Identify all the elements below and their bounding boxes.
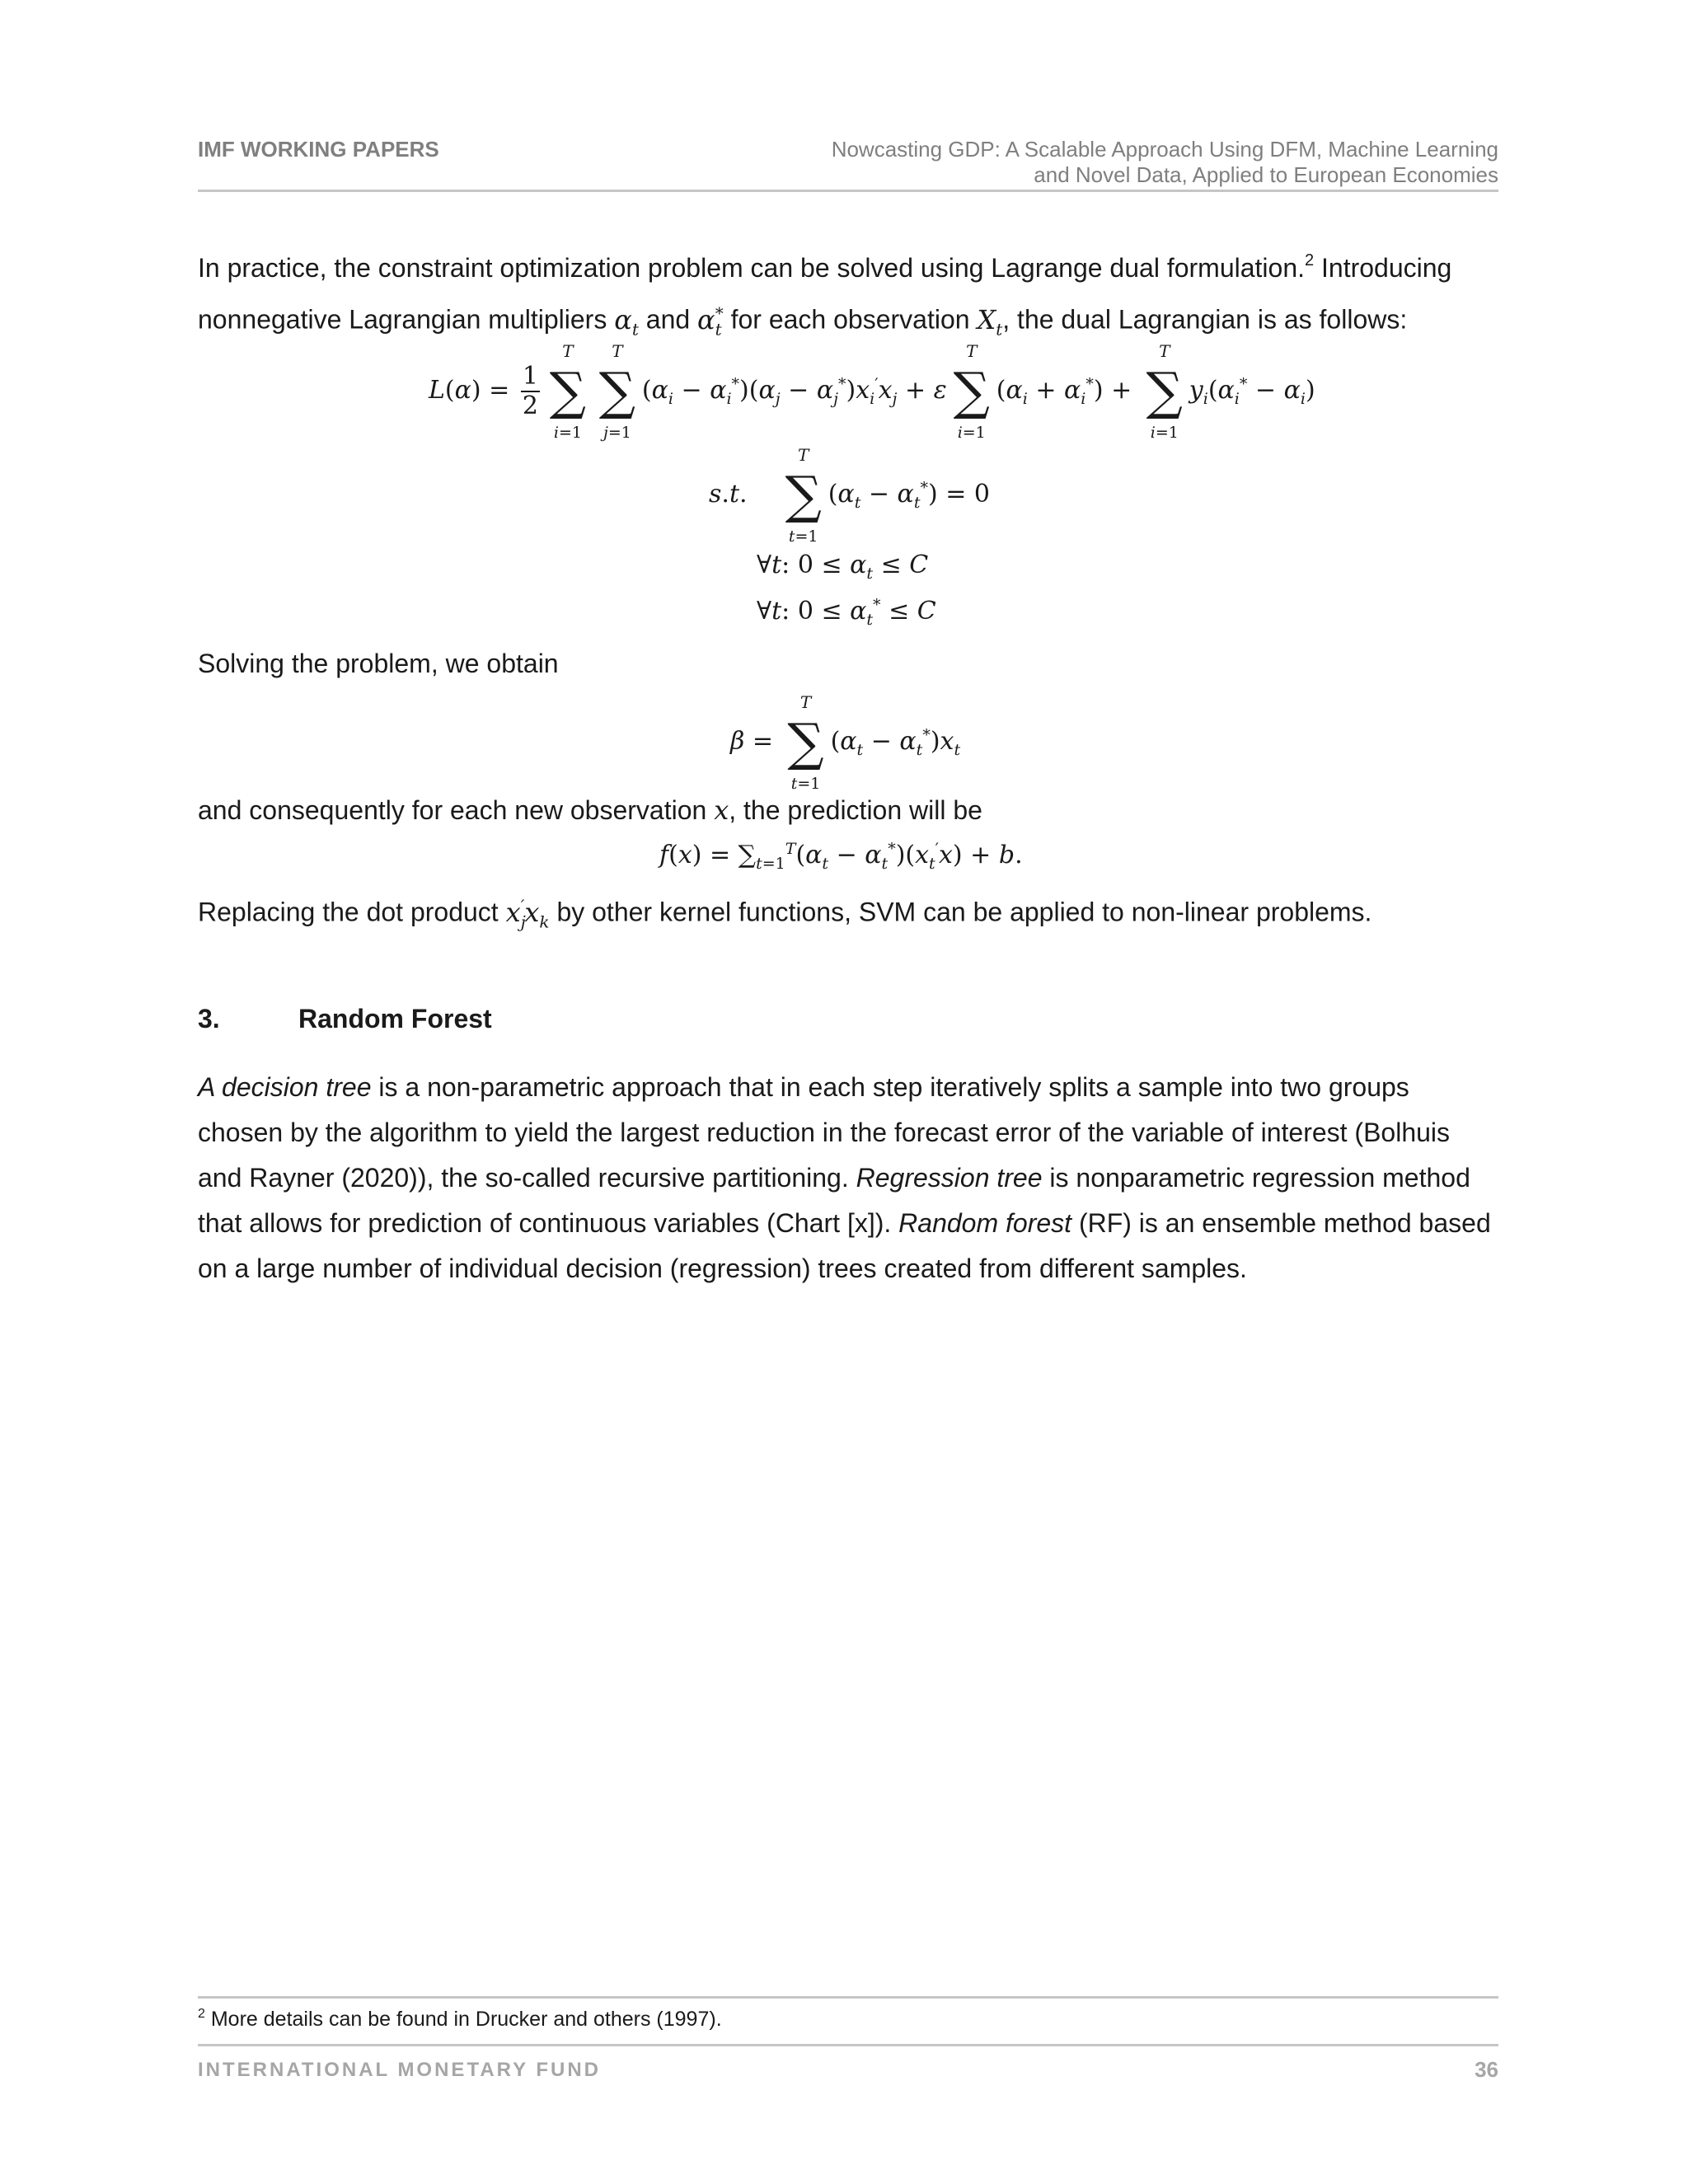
rf-line-1 [198,1065,1500,1110]
footer-divider [198,2044,1498,2046]
rf-text: is nonparametric regression method [1042,1163,1470,1193]
running-header-left: IMF WORKING PAPERS [198,137,439,162]
random-forest-paragraph [198,1065,1500,1291]
math-alpha-t: $\alpha_t$ [614,303,639,340]
footnote-text: More details can be found in Drucker and others (1997). [204,2008,722,2031]
rf-line-2: chosen by the algorithm to yield the largest reduction in the forecast error of the variable of interest (Bolhuis [198,1118,1451,1147]
page-number: 36 [1475,2057,1498,2082]
footer-organization: INTERNATIONAL MONETARY FUND [198,2059,601,2081]
footnote-reference[interactable]: 2 [1305,251,1315,269]
rf-line-5: on a large number of individual decision (regression) trees created from different samples. [198,1254,1247,1283]
intro-paragraph [198,246,1500,352]
term-random-forest: Random forest [898,1208,1072,1238]
replacing-text [198,883,1500,944]
intro-text: for each observation [723,304,978,335]
intro-line-1 [198,246,1500,291]
equation-constraint: s.t. T ∑ t=1 $(\alpha_t - \alpha_t^*) = 0$ [709,445,990,546]
consequently-text [198,788,1500,833]
intro-text: nonnegative Lagrangian multipliers [198,304,615,335]
intro-text: In practice, the constraint optimization problem can be solved using Lagrange dual formulation. [198,253,1305,283]
rf-text: and Rayner (2020)), the so-called recursive partitioning. [198,1163,856,1193]
consequently-text-a: and consequently for each new observation [198,795,715,825]
section-title: Random Forest [298,1004,492,1033]
math-xj-xk: $x_j'x_k$ [505,896,550,932]
fraction-one-half: $\frac{1}{2}$ [522,362,538,420]
footnote-divider [198,1996,1498,1999]
rf-text: is a non-parametric approach that in each step iteratively splits a sample into two groups [371,1072,1409,1102]
intro-line-2 [198,291,1500,352]
rf-line-3 [198,1155,1500,1201]
consequently-text-b: , the prediction will be [729,795,982,825]
replacing-text-b: by other kernel functions, SVM can be applied to non-linear problems. [549,897,1372,927]
intro-text: Introducing [1314,253,1452,283]
equation-dual-lagrangian: L(α) = $\frac{1}{2}$ T ∑ i=1 T ∑ j=1 $(\alpha_i - \alpha_i^*)(\alpha_j - \alpha_j^*)x_i'x_j + \varepsilon$ T ∑ i=1 $(\alpha_i + \alpha_i^*)$ + T ∑ i=1 $y_i(\alpha_i^* - \alpha_i)$ [429,341,1315,442]
intro-text: , the dual Lagrangian is as follows: [1002,304,1408,335]
term-regression-tree: Regression tree [856,1163,1043,1193]
rf-text: that allows for prediction of continuous variables (Chart [x]). [198,1208,899,1238]
math-alpha-t-star: $\alpha_t^*$ [697,303,724,340]
section-number: 3. [198,1004,220,1033]
rf-text: (RF) is an ensemble method based [1071,1208,1491,1238]
math-x: x [714,794,729,826]
rf-line-4 [198,1201,1500,1246]
running-header-right [832,137,1498,188]
footnote [198,2008,722,2032]
equation-prediction: $f(x) = \sum_{t=1}^T(\alpha_t - \alpha_t^*)(x_t'x) + b$. [659,840,1023,873]
replacing-text-a: Replacing the dot product [198,897,506,927]
header-divider [198,190,1498,192]
equation-beta: β = T ∑ t=1 $(\alpha_t - \alpha_t^*)x_t$ [730,692,961,793]
equation-bound-alpha-star: ∀t: $0 \le \alpha_t^* \le C$ [757,596,936,629]
intro-text: and [638,304,698,335]
term-decision-tree: A decision tree [198,1072,372,1102]
running-header-line-1: Nowcasting GDP: A Scalable Approach Using DFM, Machine Learning [831,137,1498,162]
equation-bound-alpha: ∀t: $0 \le \alpha_t \le C$ [757,551,929,583]
running-header-line-2: and Novel Data, Applied to European Economies [1034,162,1498,187]
footnote-mark: 2 [198,2007,205,2021]
solving-text: Solving the problem, we obtain [198,649,559,678]
math-X-t: $X_t$ [977,303,1003,340]
